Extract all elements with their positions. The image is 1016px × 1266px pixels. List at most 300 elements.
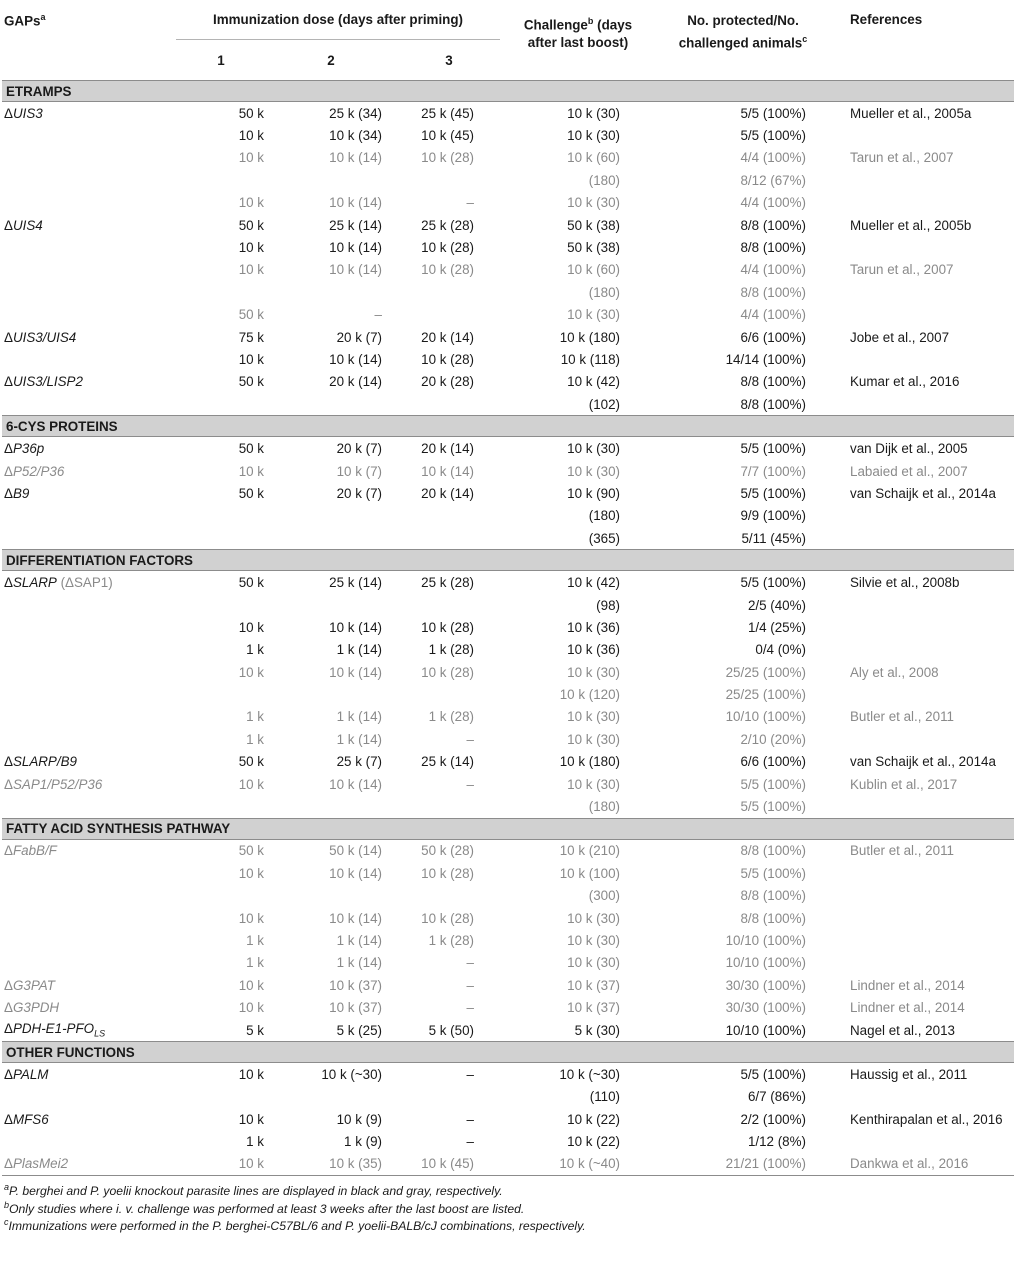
section-header-row (2, 818, 1014, 839)
table-row (2, 214, 1014, 236)
dose-2-cell: 10 k (35) (272, 1153, 390, 1176)
dose-3-cell: 25 k (45) (421, 105, 474, 121)
table-header (2, 0, 1014, 81)
protected-cell: 0/4 (0%) (755, 642, 806, 658)
dose-3-cell: 1 k (28) (428, 642, 474, 658)
header-gaps: GAPs$^a$ (4, 12, 46, 29)
reference-cell: Silvie et al., 2008b (850, 575, 960, 591)
reference-cell: Labaied et al., 2007 (850, 463, 968, 479)
dose-3-cell: – (466, 1134, 474, 1150)
gap-name-cell (2, 1063, 170, 1086)
reference-cell (838, 728, 1014, 750)
dose-3-cell: 5 k (50) (428, 1022, 474, 1038)
reference-cell (838, 1086, 1014, 1108)
gap-name: PDH-E1-PFO (12, 1021, 95, 1037)
gap-name-cell (2, 304, 170, 326)
reference-cell (838, 236, 1014, 258)
challenge-cell: 10 k (100) (559, 865, 620, 881)
dose-1-cell (170, 281, 272, 303)
footnote-marker: c (4, 1217, 9, 1227)
challenge-cell: 10 k (30) (567, 731, 620, 747)
challenge-cell: 10 k (22) (567, 1111, 620, 1127)
gap-name: UIS4 (12, 217, 43, 233)
dose-3-cell: – (466, 955, 474, 971)
reference-cell: Mueller et al., 2005a (850, 105, 972, 121)
gap-name-cell (2, 594, 170, 616)
table-row (2, 1086, 1014, 1108)
gap-name-cell (2, 192, 170, 214)
footnote (4, 1182, 503, 1198)
dose-1-cell: 10 k (238, 910, 264, 926)
challenge-cell: 10 k (30) (567, 776, 620, 792)
dose-3-cell: – (466, 731, 474, 747)
challenge-cell: 10 k (30) (567, 932, 620, 948)
dose-3-cell: 20 k (14) (421, 441, 474, 457)
header-immunization: Immunization dose (days after priming) (170, 0, 508, 40)
dose-1-cell: 10 k (238, 664, 264, 680)
reference-cell (838, 639, 1014, 661)
dose-1-cell (170, 1086, 272, 1108)
challenge-cell: 10 k (42) (567, 374, 620, 390)
dose-1-cell: 10 k (238, 240, 264, 256)
protected-cell: 4/4 (100%) (740, 262, 806, 278)
dose-2-cell: 1 k (14) (336, 731, 382, 747)
table-row (2, 326, 1014, 348)
dose-3-cell: 10 k (28) (421, 351, 474, 367)
challenge-cell: 10 k (30) (567, 463, 620, 479)
section-title: OTHER FUNCTIONS (2, 1042, 1014, 1063)
dose-1-cell: 50 k (238, 217, 264, 233)
gap-name: UIS3/LISP2 (12, 374, 83, 390)
dose-2-cell: 10 k (37) (329, 977, 382, 993)
dose-1-cell: 1 k (246, 955, 264, 971)
section-title: 6-CYS PROTEINS (2, 416, 1014, 437)
reference-cell (838, 527, 1014, 550)
dose-3-cell (390, 683, 508, 705)
table-row (2, 527, 1014, 550)
delta-symbol: Δ (4, 1066, 13, 1082)
dose-2-cell: 10 k (~30) (321, 1066, 382, 1082)
dose-2-cell: 10 k (34) (329, 128, 382, 144)
gap-name: UIS3/UIS4 (12, 329, 77, 345)
dose-1-cell: 50 k (238, 754, 264, 770)
dose-3-cell (390, 281, 508, 303)
reference-cell (838, 192, 1014, 214)
challenge-cell: 10 k (36) (567, 619, 620, 635)
dose-3-cell (390, 594, 508, 616)
dose-2-cell (272, 1086, 390, 1108)
dose-2-cell: 1 k (14) (336, 642, 382, 658)
table-row (2, 751, 1014, 773)
protected-cell: 8/8 (100%) (740, 843, 806, 859)
dose-1-cell (170, 885, 272, 907)
challenge-cell: 10 k (30) (567, 105, 620, 121)
dose-3-cell: 10 k (28) (421, 150, 474, 166)
challenge-cell: 10 k (30) (567, 910, 620, 926)
challenge-cell: 10 k (60) (567, 262, 620, 278)
protected-cell: 1/4 (25%) (747, 619, 806, 635)
dose-2-cell: 20 k (14) (329, 374, 382, 390)
dose-1-cell: 50 k (238, 575, 264, 591)
gap-name-cell (2, 1153, 170, 1176)
dose-1-cell: 5 k (246, 1022, 264, 1038)
protected-cell: 4/4 (100%) (740, 307, 806, 323)
delta-symbol: Δ (4, 374, 13, 390)
section-header-row (2, 416, 1014, 437)
dose-3-cell: – (466, 977, 474, 993)
dose-1-cell: 10 k (238, 195, 264, 211)
protected-cell: 5/5 (100%) (740, 128, 806, 144)
dose-3-cell: 20 k (28) (421, 374, 474, 390)
reference-cell (838, 393, 1014, 416)
dose-2-cell: 20 k (7) (336, 485, 382, 501)
protected-cell: 5/5 (100%) (740, 575, 806, 591)
delta-symbol: Δ (4, 1021, 13, 1037)
table-row (2, 371, 1014, 393)
reference-cell: Butler et al., 2011 (850, 709, 954, 725)
dose-3-cell (390, 169, 508, 191)
footnote (4, 1217, 586, 1233)
dose-3-cell (390, 393, 508, 416)
dose-2-cell: 10 k (14) (329, 619, 382, 635)
dose-2-cell (272, 594, 390, 616)
protected-cell: 8/8 (100%) (740, 888, 806, 904)
section-header-row (2, 1042, 1014, 1063)
challenge-cell: 10 k (30) (567, 441, 620, 457)
table-row (2, 683, 1014, 705)
delta-symbol: Δ (4, 754, 13, 770)
dose-1-cell: 1 k (246, 932, 264, 948)
table-row (2, 192, 1014, 214)
dose-2-cell (272, 505, 390, 527)
dose-3-cell: – (466, 776, 474, 792)
challenge-cell: (300) (588, 888, 620, 904)
protected-cell: 10/10 (100%) (725, 932, 806, 948)
protected-cell: 2/5 (40%) (747, 597, 806, 613)
challenge-cell: (98) (596, 597, 620, 613)
dose-3-cell: – (466, 195, 474, 211)
protected-cell: 21/21 (100%) (648, 1153, 838, 1176)
gap-name-cell (2, 124, 170, 146)
table-row (2, 1130, 1014, 1152)
table-row (2, 393, 1014, 416)
gap-name-cell (2, 460, 170, 482)
dose-3-cell (390, 795, 508, 818)
gap-name-cell (2, 661, 170, 683)
dose-3-cell: 20 k (14) (421, 485, 474, 501)
gap-name-cell (2, 1086, 170, 1108)
challenge-cell: 10 k (118) (560, 351, 620, 367)
delta-symbol: Δ (4, 776, 13, 792)
table-row (2, 706, 1014, 728)
dose-2-cell: 25 k (7) (336, 754, 382, 770)
dose-2-cell (272, 683, 390, 705)
reference-cell (838, 907, 1014, 929)
gap-name: SLARP/B9 (12, 754, 77, 770)
dose-1-cell: 75 k (238, 329, 264, 345)
gap-name-cell (2, 102, 170, 125)
dose-2-cell: 25 k (14) (329, 217, 382, 233)
gap-name-cell (2, 929, 170, 951)
dose-1-cell: 50 k (238, 374, 264, 390)
dose-3-cell: 25 k (28) (421, 575, 474, 591)
dose-3-cell: 10 k (45) (390, 1153, 508, 1176)
reference-cell: Nagel et al., 2013 (850, 1022, 955, 1038)
gap-name: SAP1/P52/P36 (12, 776, 103, 792)
table-row (2, 236, 1014, 258)
dose-1-cell (170, 527, 272, 550)
dose-2-cell: 10 k (14) (329, 351, 382, 367)
reference-cell: Tarun et al., 2007 (850, 150, 954, 166)
footnote-text: Immunizations were performed in the P. berghei-C57BL/6 and P. yoelii-BALB/cJ combinations, respectively. (8, 1219, 586, 1234)
table-row (2, 795, 1014, 818)
table-row (2, 773, 1014, 795)
dose-2-cell: 1 k (14) (336, 709, 382, 725)
table-row (2, 505, 1014, 527)
protected-cell: 6/6 (100%) (740, 754, 806, 770)
challenge-cell: 50 k (38) (567, 217, 620, 233)
challenge-cell: 10 k (90) (567, 485, 620, 501)
table-row (2, 102, 1014, 125)
table-row (2, 616, 1014, 638)
protected-cell: 4/4 (100%) (740, 195, 806, 211)
dose-1-cell (170, 505, 272, 527)
challenge-cell: 10 k (30) (567, 955, 620, 971)
protected-cell: 8/8 (100%) (740, 910, 806, 926)
protected-cell: 30/30 (100%) (725, 977, 806, 993)
table-row (2, 1063, 1014, 1086)
dose-3-cell (390, 304, 508, 326)
delta-symbol: Δ (4, 105, 13, 121)
dose-1-cell: 10 k (238, 150, 264, 166)
dose-2-cell: 20 k (7) (336, 329, 382, 345)
table-row (2, 460, 1014, 482)
gap-name-cell (2, 1130, 170, 1152)
table-row (2, 348, 1014, 370)
table-row (2, 1108, 1014, 1130)
protected-cell: 5/5 (100%) (740, 865, 806, 881)
dose-1-cell: 10 k (238, 977, 264, 993)
table-row (2, 169, 1014, 191)
reference-cell (838, 952, 1014, 974)
protected-cell: 10/10 (100%) (725, 709, 806, 725)
dose-3-cell: 10 k (28) (421, 240, 474, 256)
dose-2-cell: 10 k (14) (329, 150, 382, 166)
protected-cell: 2/10 (20%) (740, 731, 806, 747)
protected-cell: 5/5 (100%) (740, 441, 806, 457)
reference-cell: Kublin et al., 2017 (850, 776, 958, 792)
dose-1-cell: 10 k (238, 776, 264, 792)
challenge-cell: 10 k (180) (559, 754, 620, 770)
dose-2-cell (272, 169, 390, 191)
dose-3-cell: 10 k (28) (421, 664, 474, 680)
dose-1-cell: 1 k (246, 731, 264, 747)
challenge-cell: 10 k (36) (567, 642, 620, 658)
protected-cell: 10/10 (100%) (725, 1022, 806, 1038)
dose-1-cell: 10 k (238, 128, 264, 144)
table-row (2, 124, 1014, 146)
header-challenge: Challenge$^b$ (days after last boost) (523, 16, 633, 51)
gap-name-cell (2, 639, 170, 661)
gap-name-cell (2, 393, 170, 416)
gap-name: B9 (12, 485, 30, 501)
dose-1-cell: 10 k (238, 351, 264, 367)
gap-name-cell (2, 1019, 170, 1042)
header-dose-2: 2 (327, 52, 335, 68)
footnote-marker: a (4, 1182, 10, 1192)
gap-name-cell (2, 616, 170, 638)
gap-name-cell (2, 952, 170, 974)
protected-cell: 9/9 (100%) (740, 508, 806, 524)
challenge-cell: (110) (589, 1089, 620, 1105)
gap-name-cell (2, 214, 170, 236)
reference-cell (838, 505, 1014, 527)
table-row (2, 437, 1014, 460)
reference-cell: Lindner et al., 2014 (850, 977, 965, 993)
table-row (2, 259, 1014, 281)
dose-2-cell: 10 k (14) (329, 195, 382, 211)
dose-3-cell (390, 527, 508, 550)
dose-1-cell: 10 k (238, 1066, 264, 1082)
challenge-cell: 10 k (~30) (559, 1066, 620, 1082)
challenge-cell: 10 k (210) (559, 843, 620, 859)
challenge-cell: 10 k (180) (559, 329, 620, 345)
delta-symbol: Δ (4, 1156, 13, 1172)
challenge-cell: 10 k (30) (567, 128, 620, 144)
dose-2-cell: 10 k (14) (329, 776, 382, 792)
gap-name-cell (2, 1108, 170, 1130)
table-row (2, 281, 1014, 303)
protected-cell: 10/10 (100%) (725, 955, 806, 971)
table-row (2, 929, 1014, 951)
dose-2-cell (272, 527, 390, 550)
dose-3-cell: 20 k (14) (421, 329, 474, 345)
gap-name-cell (2, 571, 170, 594)
dose-3-cell (390, 885, 508, 907)
reference-cell (838, 683, 1014, 705)
gap-name: UIS3 (12, 105, 43, 121)
reference-cell (838, 124, 1014, 146)
dose-2-cell: 1 k (14) (336, 955, 382, 971)
dose-1-cell: 10 k (238, 865, 264, 881)
footnote-text: Only studies where i. v. challenge was performed at least 3 weeks after the last boost are listed. (9, 1201, 525, 1216)
reference-cell (838, 929, 1014, 951)
gap-immunization-table (2, 0, 1014, 1176)
reference-cell: Kumar et al., 2016 (850, 374, 960, 390)
table-row (2, 661, 1014, 683)
gap-name-cell (2, 527, 170, 550)
section-title: FATTY ACID SYNTHESIS PATHWAY (2, 818, 1014, 839)
challenge-cell: 10 k (37) (567, 977, 620, 993)
dose-2-cell: 25 k (34) (329, 105, 382, 121)
dose-2-cell (272, 281, 390, 303)
delta-symbol: Δ (4, 1000, 13, 1016)
protected-cell: 5/5 (100%) (740, 485, 806, 501)
section-title: DIFFERENTIATION FACTORS (2, 550, 1014, 571)
protected-cell: 14/14 (100%) (725, 351, 806, 367)
gap-name-cell (2, 371, 170, 393)
table-row (2, 728, 1014, 750)
dose-2-cell: 10 k (14) (329, 240, 382, 256)
protected-cell: 2/2 (100%) (740, 1111, 806, 1127)
dose-3-cell (390, 505, 508, 527)
gap-name-cell (2, 839, 170, 862)
protected-cell: 5/5 (100%) (740, 1066, 806, 1082)
gap-name-cell (2, 728, 170, 750)
section-header-row (2, 81, 1014, 102)
dose-1-cell: 10 k (238, 463, 264, 479)
dose-1-cell: 50 k (238, 485, 264, 501)
dose-2-cell: 10 k (7) (336, 463, 382, 479)
table-row (2, 304, 1014, 326)
reference-cell: van Schaijk et al., 2014a (850, 754, 996, 770)
challenge-cell: (180) (588, 284, 620, 300)
section-title: ETRAMPS (2, 81, 1014, 102)
dose-1-cell: 10 k (238, 1000, 264, 1016)
reference-cell (838, 795, 1014, 818)
reference-cell (838, 281, 1014, 303)
reference-cell (838, 616, 1014, 638)
reference-cell: van Schaijk et al., 2014a (850, 485, 996, 501)
reference-cell: Butler et al., 2011 (850, 843, 954, 859)
reference-cell: van Dijk et al., 2005 (850, 441, 968, 457)
dose-3-cell: 10 k (28) (421, 619, 474, 635)
protected-cell: 6/6 (100%) (740, 329, 806, 345)
dose-2-cell: – (374, 307, 382, 323)
gap-name-cell (2, 505, 170, 527)
dose-3-cell: – (466, 1066, 474, 1082)
reference-cell: Lindner et al., 2014 (850, 1000, 965, 1016)
dose-1-cell: 1 k (246, 1134, 264, 1150)
gap-name-cell (2, 326, 170, 348)
gap-name: SLARP (12, 575, 57, 591)
protected-cell: 5/5 (100%) (740, 799, 806, 815)
delta-symbol: Δ (4, 463, 13, 479)
table-row (2, 952, 1014, 974)
challenge-cell: 10 k (22) (567, 1134, 620, 1150)
table-row (2, 885, 1014, 907)
dose-2-cell: 10 k (14) (329, 262, 382, 278)
dose-1-cell: 10 k (238, 262, 264, 278)
dose-1-cell: 50 k (238, 843, 264, 859)
dose-1-cell: 10 k (170, 1153, 272, 1176)
dose-2-cell: 10 k (37) (329, 1000, 382, 1016)
reference-cell (838, 1130, 1014, 1152)
footnote-text: P. berghei and P. yoelii knockout parasite lines are displayed in black and gray, respectively. (9, 1184, 503, 1199)
reference-cell: Haussig et al., 2011 (850, 1066, 968, 1082)
gap-name-cell (2, 907, 170, 929)
reference-cell: Jobe et al., 2007 (850, 329, 950, 345)
protected-cell: 30/30 (100%) (725, 1000, 806, 1016)
dose-3-cell: 25 k (14) (421, 754, 474, 770)
dose-2-cell (272, 795, 390, 818)
gap-subscript: LS (94, 1028, 106, 1039)
dose-1-cell: 50 k (238, 105, 264, 121)
table-row (2, 839, 1014, 862)
header-dose-3: 3 (445, 52, 453, 68)
dose-1-cell: 1 k (246, 709, 264, 725)
reference-cell: Aly et al., 2008 (850, 664, 939, 680)
dose-2-cell: 50 k (14) (329, 843, 382, 859)
reference-cell: Mueller et al., 2005b (850, 217, 972, 233)
dose-1-cell (170, 594, 272, 616)
protected-cell: 8/8 (100%) (740, 374, 806, 390)
gap-name-cell (2, 281, 170, 303)
dose-3-cell: 10 k (14) (421, 463, 474, 479)
gap-name-cell (2, 683, 170, 705)
reference-cell (838, 594, 1014, 616)
challenge-cell: 10 k (30) (567, 307, 620, 323)
